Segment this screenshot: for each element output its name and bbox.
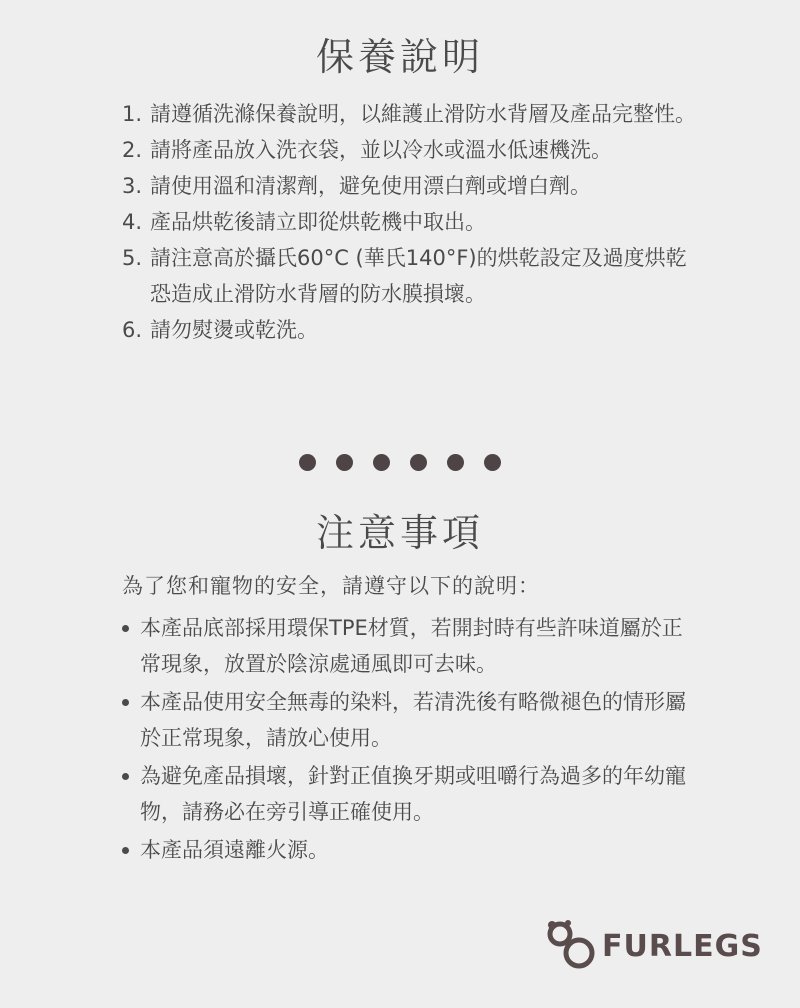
notice-list [122, 610, 702, 870]
care-item-text: 產品烘乾後請立即從烘乾機中取出。 [150, 210, 486, 234]
section-divider-dots [0, 454, 800, 471]
care-item-text: 請注意高於攝氏60°C (華氏140°F)的烘乾設定及過度烘乾恐造成止滑防水背層的防水膜損壞。 [150, 246, 687, 306]
notice-item [122, 832, 702, 868]
divider-dot [336, 454, 353, 471]
care-item-number: 4. [122, 210, 143, 234]
paw-logo-icon [546, 920, 596, 972]
care-item-number: 6. [122, 318, 143, 342]
care-item [122, 204, 702, 240]
care-item-number: 5. [122, 246, 143, 270]
notice-item-text: 為避免產品損壞，針對正值換牙期或咀嚼行為過多的年幼寵物，請務必在旁引導正確使用。 [140, 764, 686, 824]
care-item-text: 請勿熨燙或乾洗。 [150, 318, 318, 342]
notice-item [122, 758, 702, 830]
notice-item [122, 684, 702, 756]
care-item [122, 168, 702, 204]
notice-item-text: 本產品使用安全無毒的染料，若清洗後有略微褪色的情形屬於正常現象，請放心使用。 [140, 690, 686, 750]
divider-dot [484, 454, 501, 471]
care-item-text: 請將產品放入洗衣袋，並以冷水或溫水低速機洗。 [150, 138, 612, 162]
divider-dot [373, 454, 390, 471]
care-item [122, 312, 702, 348]
notice-intro: 為了您和寵物的安全，請遵守以下的說明： [122, 574, 540, 598]
notice-item-text: 本產品底部採用環保TPE材質，若開封時有些許味道屬於正常現象，放置於陰涼處通風即可去味。 [140, 616, 683, 676]
bullet-icon [122, 847, 129, 854]
care-item [122, 132, 702, 168]
notice-item-text: 本產品須遠離火源。 [140, 838, 329, 862]
bullet-icon [122, 773, 129, 780]
care-item-text: 請遵循洗滌保養說明，以維護止滑防水背層及產品完整性。 [150, 102, 696, 126]
divider-dot [447, 454, 464, 471]
bullet-icon [122, 699, 129, 706]
brand-logo [546, 920, 763, 972]
care-item-text: 請使用溫和清潔劑，避免使用漂白劑或增白劑。 [150, 174, 591, 198]
bullet-icon [122, 625, 129, 632]
care-item [122, 96, 702, 132]
divider-dot [299, 454, 316, 471]
care-item-number: 2. [122, 138, 143, 162]
notice-title: 注意事項 [315, 511, 484, 555]
divider-dot [410, 454, 427, 471]
notice-item [122, 610, 702, 682]
care-title: 保養說明 [315, 35, 484, 79]
care-list [122, 96, 702, 348]
care-item-number: 1. [122, 102, 143, 126]
care-item-number: 3. [122, 174, 143, 198]
brand-name: FURLEGS [602, 928, 763, 964]
care-item [122, 240, 702, 312]
